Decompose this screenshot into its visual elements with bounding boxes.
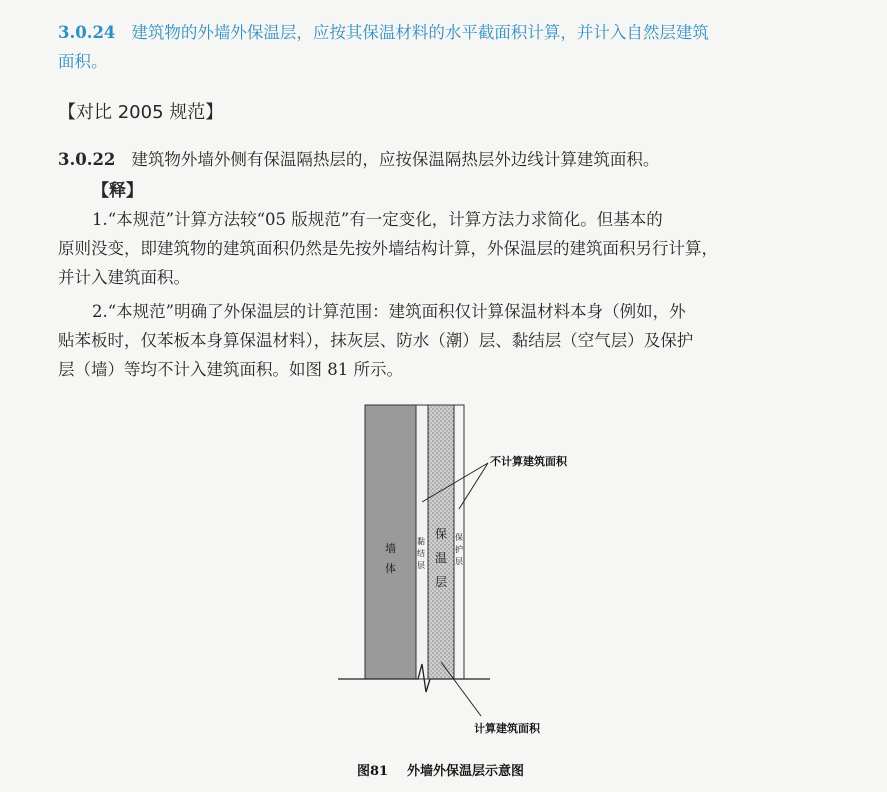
bond-label-2: 结 bbox=[417, 549, 425, 558]
caption-number: 图81 bbox=[357, 764, 389, 779]
clause-number: 3.0.24 bbox=[58, 23, 116, 42]
para1-line2: 原则没变，即建筑物的建筑面积仍然是先按外墙结构计算，外保温层的建筑面积另行计算， bbox=[58, 239, 718, 258]
bond-label-1: 黏 bbox=[417, 537, 425, 546]
clause-text-line2: 面积。 bbox=[58, 52, 108, 71]
label-not-counted: 不计算建筑面积 bbox=[490, 455, 567, 468]
para2-line3: 层（墙）等均不计入建筑面积。如图 81 所示。 bbox=[58, 360, 403, 379]
clause-text-line1: 建筑物的外墙外保温层，应按其保温材料的水平截面积计算，并计入自然层建筑 bbox=[131, 23, 709, 42]
bond-label-3: 层 bbox=[417, 561, 425, 570]
label-counted: 计算建筑面积 bbox=[474, 722, 540, 735]
wall-label-1: 墙 bbox=[385, 542, 396, 555]
old-clause-text: 建筑物外墙外侧有保温隔热层的，应按保温隔热层外边线计算建筑面积。 bbox=[131, 150, 660, 169]
wall-label-2: 体 bbox=[385, 562, 396, 575]
para1-line3: 并计入建筑面积。 bbox=[58, 268, 190, 287]
para1-line1: 1.“本规范”计算方法较“05 版规范”有一定变化，计算方法力求简化。但基本的 bbox=[92, 210, 663, 229]
insulation-label-3: 层 bbox=[435, 575, 448, 589]
caption-text: 外墙外保温层示意图 bbox=[407, 764, 525, 779]
explain-label: 【释】 bbox=[92, 181, 143, 201]
insulation-label-2: 温 bbox=[435, 551, 448, 565]
comparison-heading: 【对比 2005 规范】 bbox=[58, 102, 224, 123]
protective-layer bbox=[454, 405, 464, 679]
para2-line2: 贴苯板时，仅苯板本身算保温材料），抹灰层、防水（潮）层、黏结层（空气层）及保护 bbox=[58, 331, 694, 350]
protect-label-3: 层 bbox=[455, 557, 463, 566]
insulation-layer bbox=[428, 405, 454, 679]
protect-label-1: 保 bbox=[455, 533, 463, 542]
protect-label-2: 护 bbox=[455, 545, 463, 554]
old-clause-number: 3.0.22 bbox=[58, 150, 116, 169]
para2-line1: 2.“本规范”明确了外保温层的计算范围：建筑面积仅计算保温材料本身（例如，外 bbox=[92, 302, 686, 321]
insulation-label-1: 保 bbox=[435, 527, 448, 541]
